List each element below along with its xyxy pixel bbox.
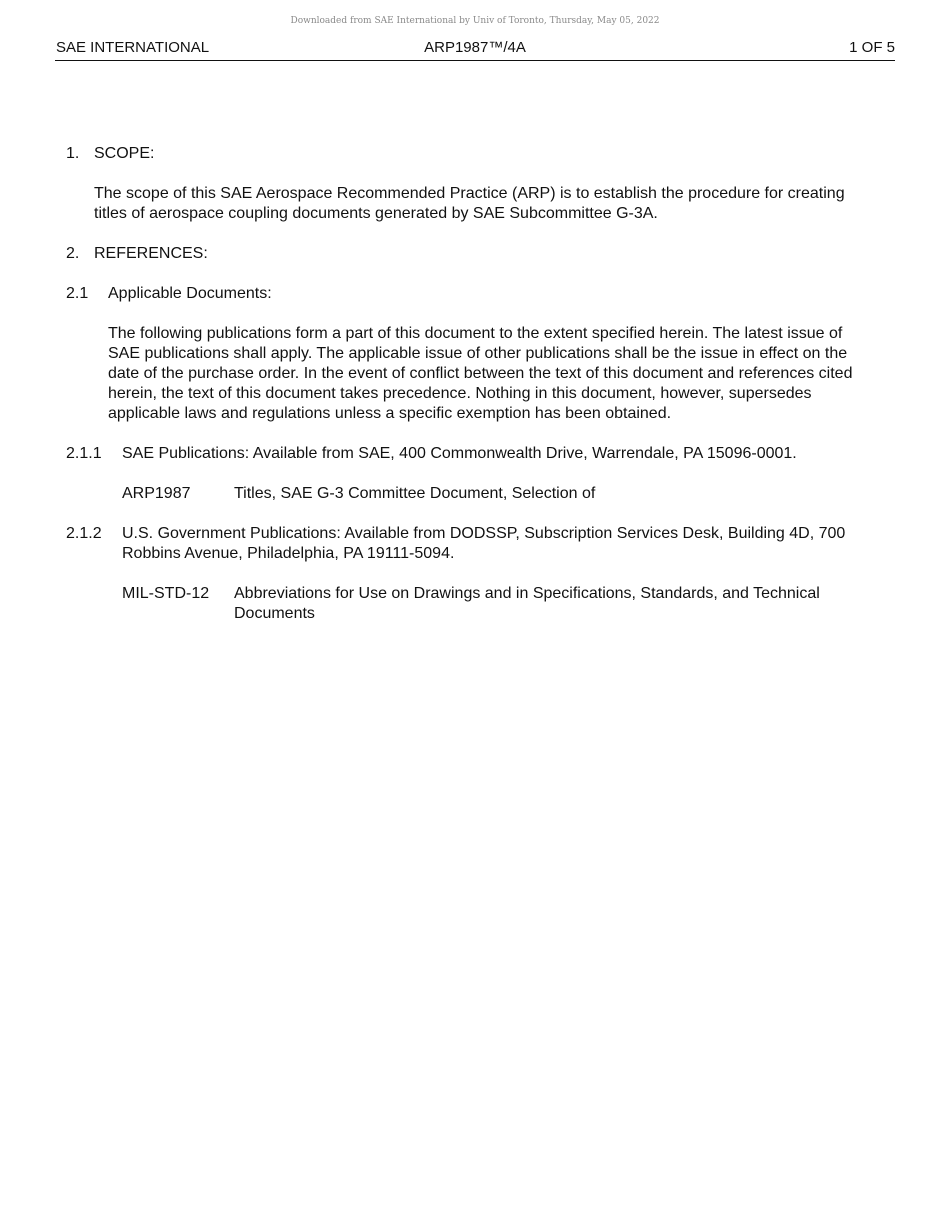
section-number: 2.	[66, 245, 80, 262]
reference-title: Titles, SAE G-3 Committee Document, Selection of	[234, 485, 596, 502]
section-title: REFERENCES:	[94, 245, 208, 262]
section-sae-publications	[66, 444, 866, 464]
header-page-number: 1 OF 5	[849, 39, 895, 56]
section-number: 1.	[66, 145, 80, 162]
section-title: Applicable Documents:	[108, 285, 272, 302]
section-title: SAE Publications: Available from SAE, 400 Commonwealth Drive, Warrendale, PA 15096-0001.	[122, 445, 797, 462]
section-scope-body: The scope of this SAE Aerospace Recommended Practice (ARP) is to establish the procedure for creating titles of aerospace coupling documents generated by SAE Subcommittee G-3A.	[94, 185, 845, 222]
reference-entry	[122, 584, 866, 624]
section-number: 2.1.1	[66, 445, 102, 462]
section-title: U.S. Government Publications: Available from DODSSP, Subscription Services Desk, Building 4D, 700 Robbins Avenue, Philadelphia, PA 19111-5094.	[122, 525, 846, 562]
header-document-number: ARP1987™/4A	[424, 39, 526, 56]
section-scope-heading	[66, 144, 866, 164]
page-header	[55, 38, 895, 61]
section-number: 2.1.2	[66, 525, 102, 542]
document-body	[66, 144, 866, 624]
section-government-publications	[66, 524, 866, 564]
section-title: SCOPE:	[94, 145, 155, 162]
reference-code: ARP1987	[122, 485, 191, 502]
section-applicable-body: The following publications form a part of this document to the extent specified herein. The latest issue of SAE publications shall apply. The applicable issue of other publications shall be the issue in effect on the date of the purchase order. In the event of conflict between the text of this document and references cited herein, the text of this document takes precedence. Nothing in this document, however, supersedes applicable laws and regulations unless a specific exemption has been obtained.	[108, 325, 853, 422]
header-organization: SAE INTERNATIONAL	[56, 39, 210, 56]
download-watermark: Downloaded from SAE International by Univ of Toronto, Thursday, May 05, 2022	[290, 16, 660, 26]
section-references-heading	[66, 244, 866, 264]
reference-title: Abbreviations for Use on Drawings and in Specifications, Standards, and Technical Documents	[234, 585, 820, 622]
section-number: 2.1	[66, 285, 89, 302]
reference-entry	[122, 484, 866, 504]
reference-code: MIL-STD-12	[122, 585, 210, 602]
section-applicable-heading	[66, 284, 866, 304]
